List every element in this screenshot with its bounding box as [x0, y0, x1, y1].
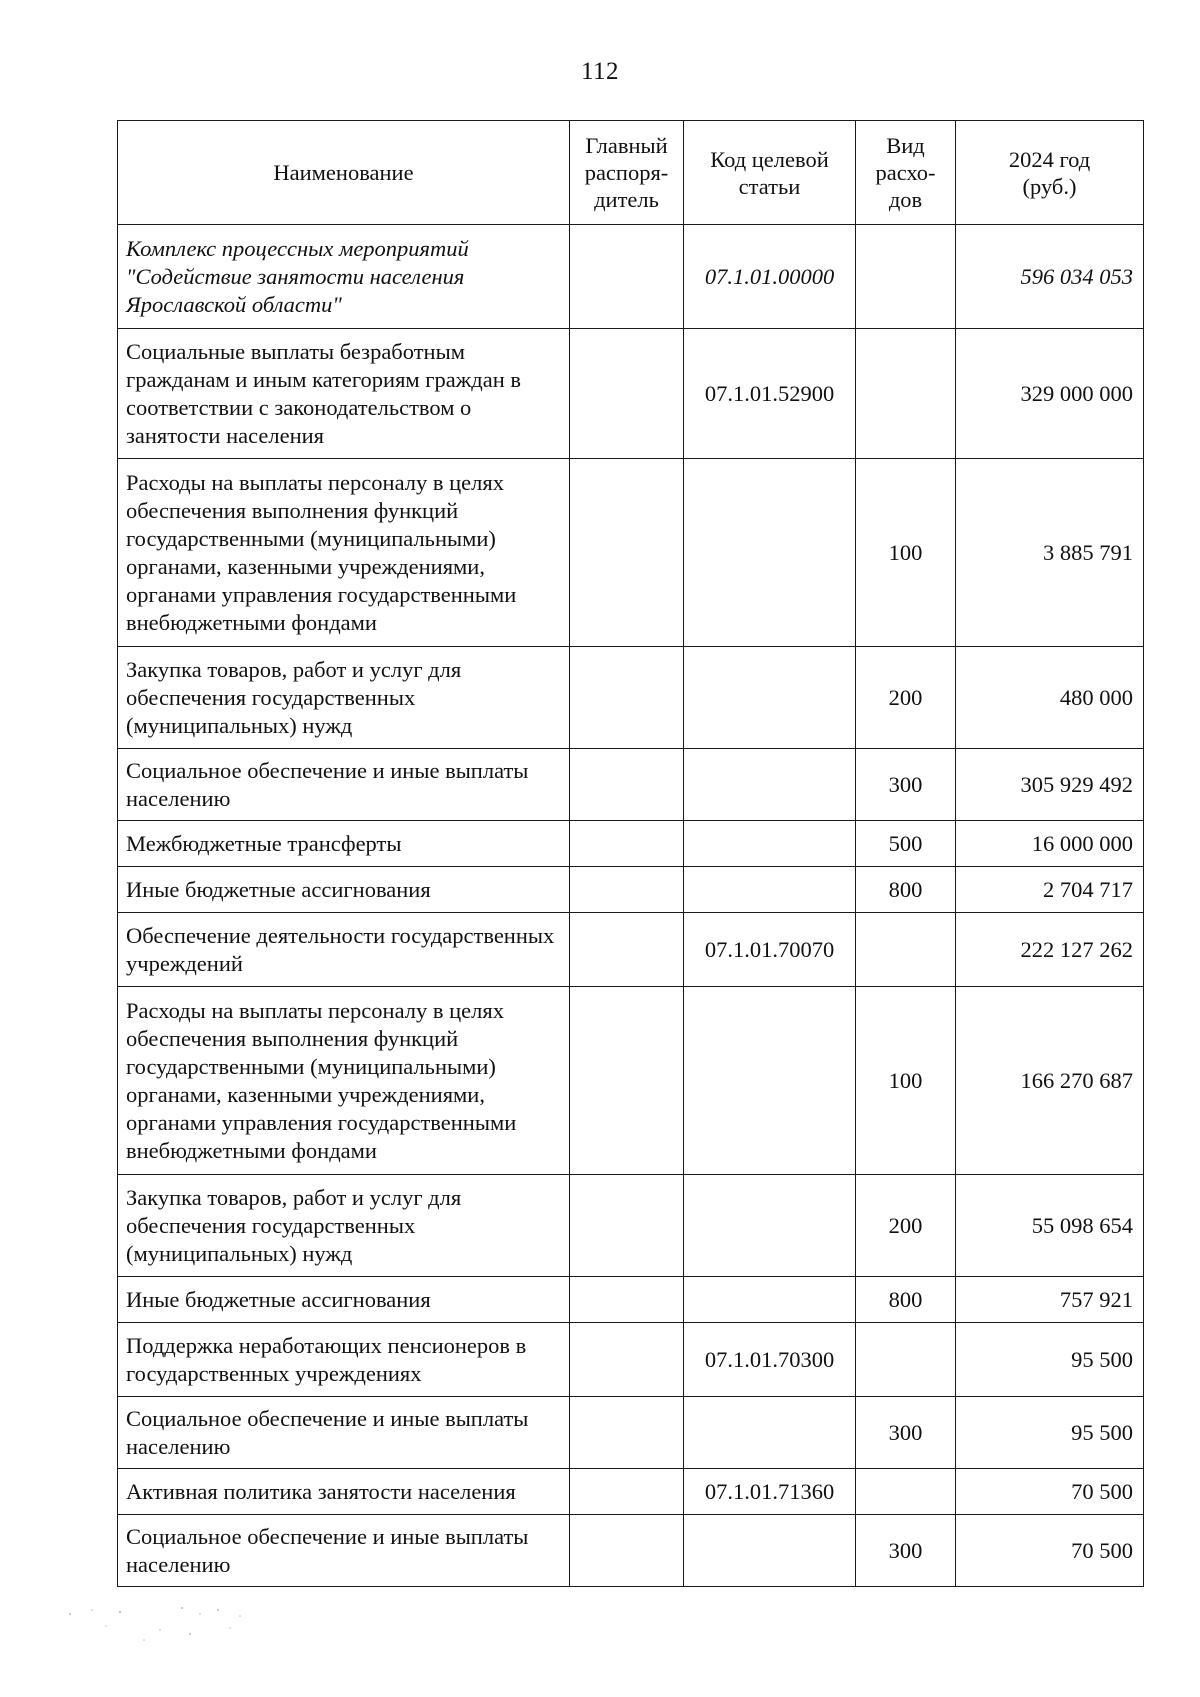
cell-type: 800 [856, 1277, 956, 1323]
cell-type: 200 [856, 647, 956, 749]
cell-amount: 16 000 000 [956, 821, 1144, 867]
scan-noise [40, 1600, 280, 1660]
cell-admin [570, 1277, 684, 1323]
cell-type [856, 1323, 956, 1397]
cell-name: Поддержка неработающих пенсионеров в государственных учреждениях [118, 1323, 570, 1397]
cell-amount: 757 921 [956, 1277, 1144, 1323]
cell-admin [570, 1469, 684, 1515]
header-row [118, 121, 1144, 225]
cell-amount: 70 500 [956, 1469, 1144, 1515]
page-number: 112 [580, 58, 620, 85]
table-row [118, 913, 1144, 987]
cell-name: Социальные выплаты безработным гражданам и иным категориям граждан в соответствии с законодательством о занятости населения [118, 329, 570, 459]
cell-name: Закупка товаров, работ и услуг для обеспечения государственных (муниципальных) нужд [118, 647, 570, 749]
cell-type: 500 [856, 821, 956, 867]
cell-code: 07.1.01.70070 [684, 913, 856, 987]
cell-type [856, 225, 956, 329]
cell-code [684, 1175, 856, 1277]
cell-type: 300 [856, 1397, 956, 1469]
table-header [118, 121, 1144, 225]
cell-admin [570, 1515, 684, 1587]
cell-name: Социальное обеспечение и иные выплаты населению [118, 749, 570, 821]
cell-admin [570, 749, 684, 821]
cell-code [684, 867, 856, 913]
cell-admin [570, 913, 684, 987]
cell-code [684, 821, 856, 867]
cell-type [856, 1469, 956, 1515]
table-row [118, 1469, 1144, 1515]
cell-type [856, 329, 956, 459]
cell-admin [570, 867, 684, 913]
table-row [118, 1515, 1144, 1587]
header-admin: Главный распоря- дитель [570, 121, 684, 225]
cell-type: 200 [856, 1175, 956, 1277]
table-row [118, 1175, 1144, 1277]
cell-name: Закупка товаров, работ и услуг для обеспечения государственных (муниципальных) нужд [118, 1175, 570, 1277]
cell-amount: 95 500 [956, 1323, 1144, 1397]
cell-admin [570, 459, 684, 647]
cell-admin [570, 1397, 684, 1469]
cell-code: 07.1.01.00000 [684, 225, 856, 329]
cell-type [856, 913, 956, 987]
table-row [118, 1397, 1144, 1469]
cell-amount: 480 000 [956, 647, 1144, 749]
table-row [118, 459, 1144, 647]
cell-admin [570, 987, 684, 1175]
header-name: Наименование [118, 121, 570, 225]
table-row [118, 225, 1144, 329]
cell-code [684, 1515, 856, 1587]
table-row [118, 1277, 1144, 1323]
cell-name: Межбюджетные трансферты [118, 821, 570, 867]
cell-type: 800 [856, 867, 956, 913]
cell-amount: 55 098 654 [956, 1175, 1144, 1277]
cell-amount: 2 704 717 [956, 867, 1144, 913]
cell-admin [570, 1323, 684, 1397]
cell-amount: 70 500 [956, 1515, 1144, 1587]
cell-amount: 166 270 687 [956, 987, 1144, 1175]
cell-code [684, 1277, 856, 1323]
table-row [118, 1323, 1144, 1397]
cell-code [684, 647, 856, 749]
table-row [118, 821, 1144, 867]
cell-admin [570, 647, 684, 749]
cell-code [684, 749, 856, 821]
cell-admin [570, 329, 684, 459]
table-row [118, 987, 1144, 1175]
header-code: Код целевой статьи [684, 121, 856, 225]
table-row [118, 749, 1144, 821]
cell-amount: 305 929 492 [956, 749, 1144, 821]
cell-amount: 3 885 791 [956, 459, 1144, 647]
cell-code: 07.1.01.71360 [684, 1469, 856, 1515]
cell-name: Активная политика занятости населения [118, 1469, 570, 1515]
cell-name: Иные бюджетные ассигнования [118, 1277, 570, 1323]
cell-code: 07.1.01.52900 [684, 329, 856, 459]
cell-code: 07.1.01.70300 [684, 1323, 856, 1397]
cell-code [684, 987, 856, 1175]
cell-name: Обеспечение деятельности государственных учреждений [118, 913, 570, 987]
cell-type: 300 [856, 749, 956, 821]
table-row [118, 329, 1144, 459]
cell-amount: 596 034 053 [956, 225, 1144, 329]
cell-code [684, 459, 856, 647]
cell-name: Расходы на выплаты персоналу в целях обеспечения выполнения функций государственными (муниципальными) органами, казенными учреждениями, органами управления государственными внебюджетными фондами [118, 987, 570, 1175]
cell-name: Социальное обеспечение и иные выплаты населению [118, 1397, 570, 1469]
cell-type: 100 [856, 987, 956, 1175]
header-amount: 2024 год (руб.) [956, 121, 1144, 225]
cell-type: 300 [856, 1515, 956, 1587]
cell-amount: 95 500 [956, 1397, 1144, 1469]
cell-name: Социальное обеспечение и иные выплаты населению [118, 1515, 570, 1587]
cell-type: 100 [856, 459, 956, 647]
cell-amount: 329 000 000 [956, 329, 1144, 459]
cell-amount: 222 127 262 [956, 913, 1144, 987]
cell-code [684, 1397, 856, 1469]
table-row [118, 867, 1144, 913]
cell-name: Расходы на выплаты персоналу в целях обеспечения выполнения функций государственными (муниципальными) органами, казенными учреждениями, органами управления государственными внебюджетными фондами [118, 459, 570, 647]
table-row [118, 647, 1144, 749]
cell-admin [570, 225, 684, 329]
header-type: Вид расхо- дов [856, 121, 956, 225]
cell-name: Комплекс процессных мероприятий "Содействие занятости населения Ярославской области" [118, 225, 570, 329]
cell-admin [570, 1175, 684, 1277]
cell-admin [570, 821, 684, 867]
cell-name: Иные бюджетные ассигнования [118, 867, 570, 913]
table-body [118, 225, 1144, 1587]
budget-table [117, 120, 1144, 1587]
